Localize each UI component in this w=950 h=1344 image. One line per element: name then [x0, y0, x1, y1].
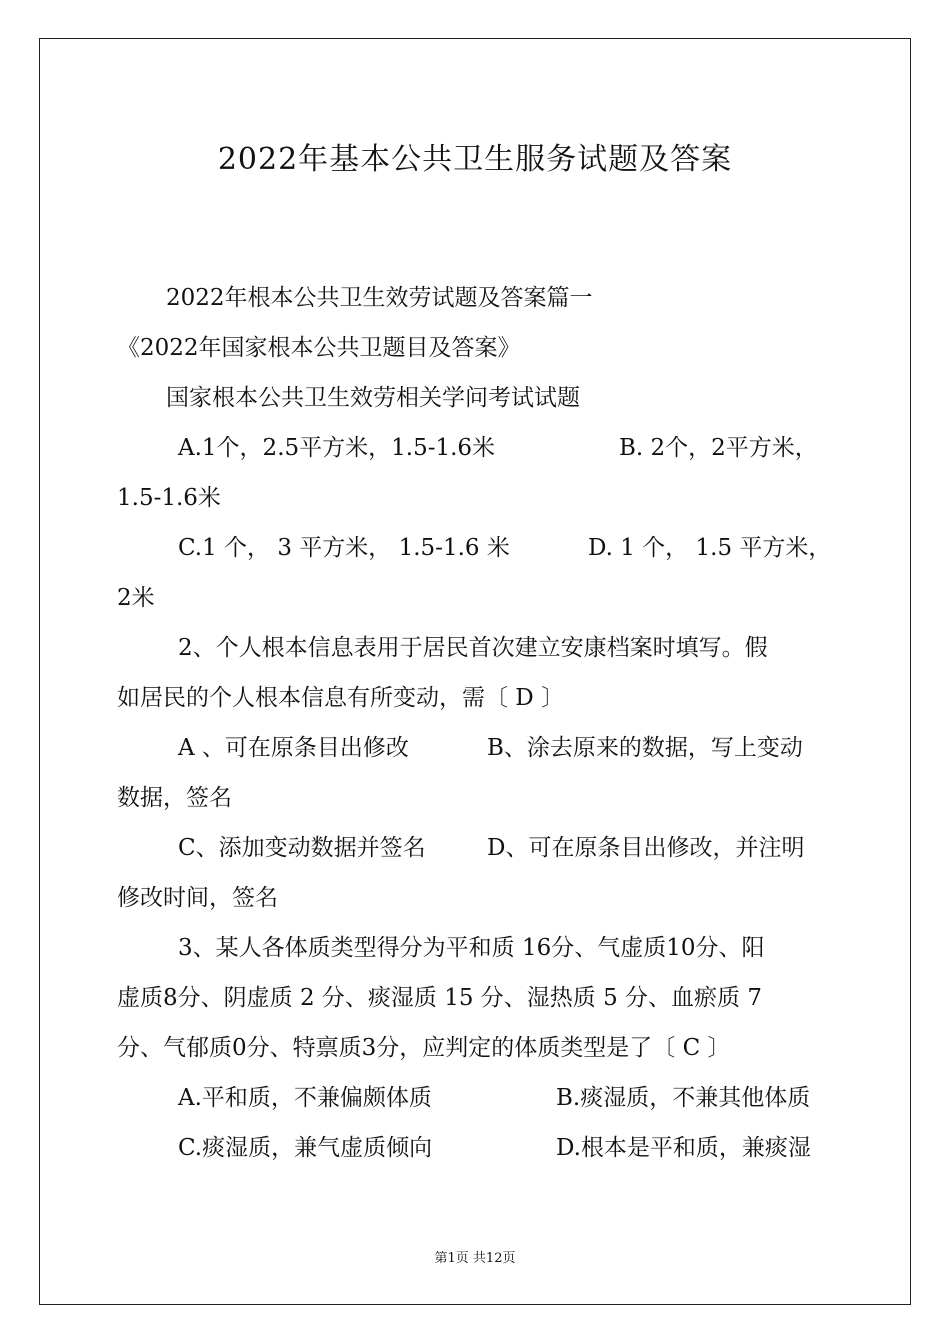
q3-text-line-3: 分、气郁质0分、特禀质3分，应判定的体质类型是了〔 C 〕 — [117, 1035, 731, 1061]
q3-option-d: D.根本是平和质，兼痰湿 — [556, 1135, 811, 1161]
q2-option-b: B、涂去原来的数据，写上变动 — [487, 735, 803, 761]
subsection-title: 《2022年国家根本公共卫题目及答案》 — [117, 335, 521, 361]
q2-text-line-1: 2、个人根本信息表用于居民首次建立安康档案时填写。假 — [178, 635, 768, 661]
q2-option-b-continued: 数据，签名 — [117, 785, 232, 811]
q1-option-a: A.1个，2.5平方米，1.5-1.6米 — [178, 435, 496, 461]
q2-option-d-continued: 修改时间，签名 — [117, 885, 278, 911]
page-border — [39, 38, 911, 1305]
page-footer: 第1页 共12页 — [434, 1251, 516, 1266]
q3-text-line-1: 3、某人各体质类型得分为平和质 16分、气虚质10分、阳 — [178, 935, 765, 961]
q1-option-d-continued: 2米 — [117, 585, 155, 611]
q2-text-line-2: 如居民的个人根本信息有所变动，需〔 D 〕 — [117, 685, 565, 711]
exam-heading: 国家根本公共卫生效劳相关学问考试试题 — [166, 385, 580, 411]
document-title: 2022年基本公共卫生服务试题及答案 — [217, 142, 733, 177]
q3-text-line-2: 虚质8分、阴虚质 2 分、痰湿质 15 分、湿热质 5 分、血瘀质 7 — [117, 985, 762, 1011]
q3-option-b: B.痰湿质，不兼其他体质 — [556, 1085, 811, 1111]
q1-option-b-continued: 1.5-1.6米 — [117, 485, 221, 511]
q1-option-c: C.1 个， 3 平方米， 1.5-1.6 米 — [178, 535, 510, 561]
q1-option-b: B. 2个，2平方米， — [619, 435, 818, 461]
section-heading: 2022年根本公共卫生效劳试题及答案篇一 — [166, 285, 593, 311]
q2-option-a: A 、可在原条目出修改 — [178, 735, 409, 761]
q3-option-c: C.痰湿质，兼气虚质倾向 — [178, 1135, 433, 1161]
q2-option-d: D、可在原条目出修改，并注明 — [487, 835, 805, 861]
q3-option-a: A.平和质，不兼偏颇体质 — [178, 1085, 432, 1111]
q1-option-d: D. 1 个， 1.5 平方米， — [588, 535, 832, 561]
q2-option-c: C、添加变动数据并签名 — [178, 835, 426, 861]
